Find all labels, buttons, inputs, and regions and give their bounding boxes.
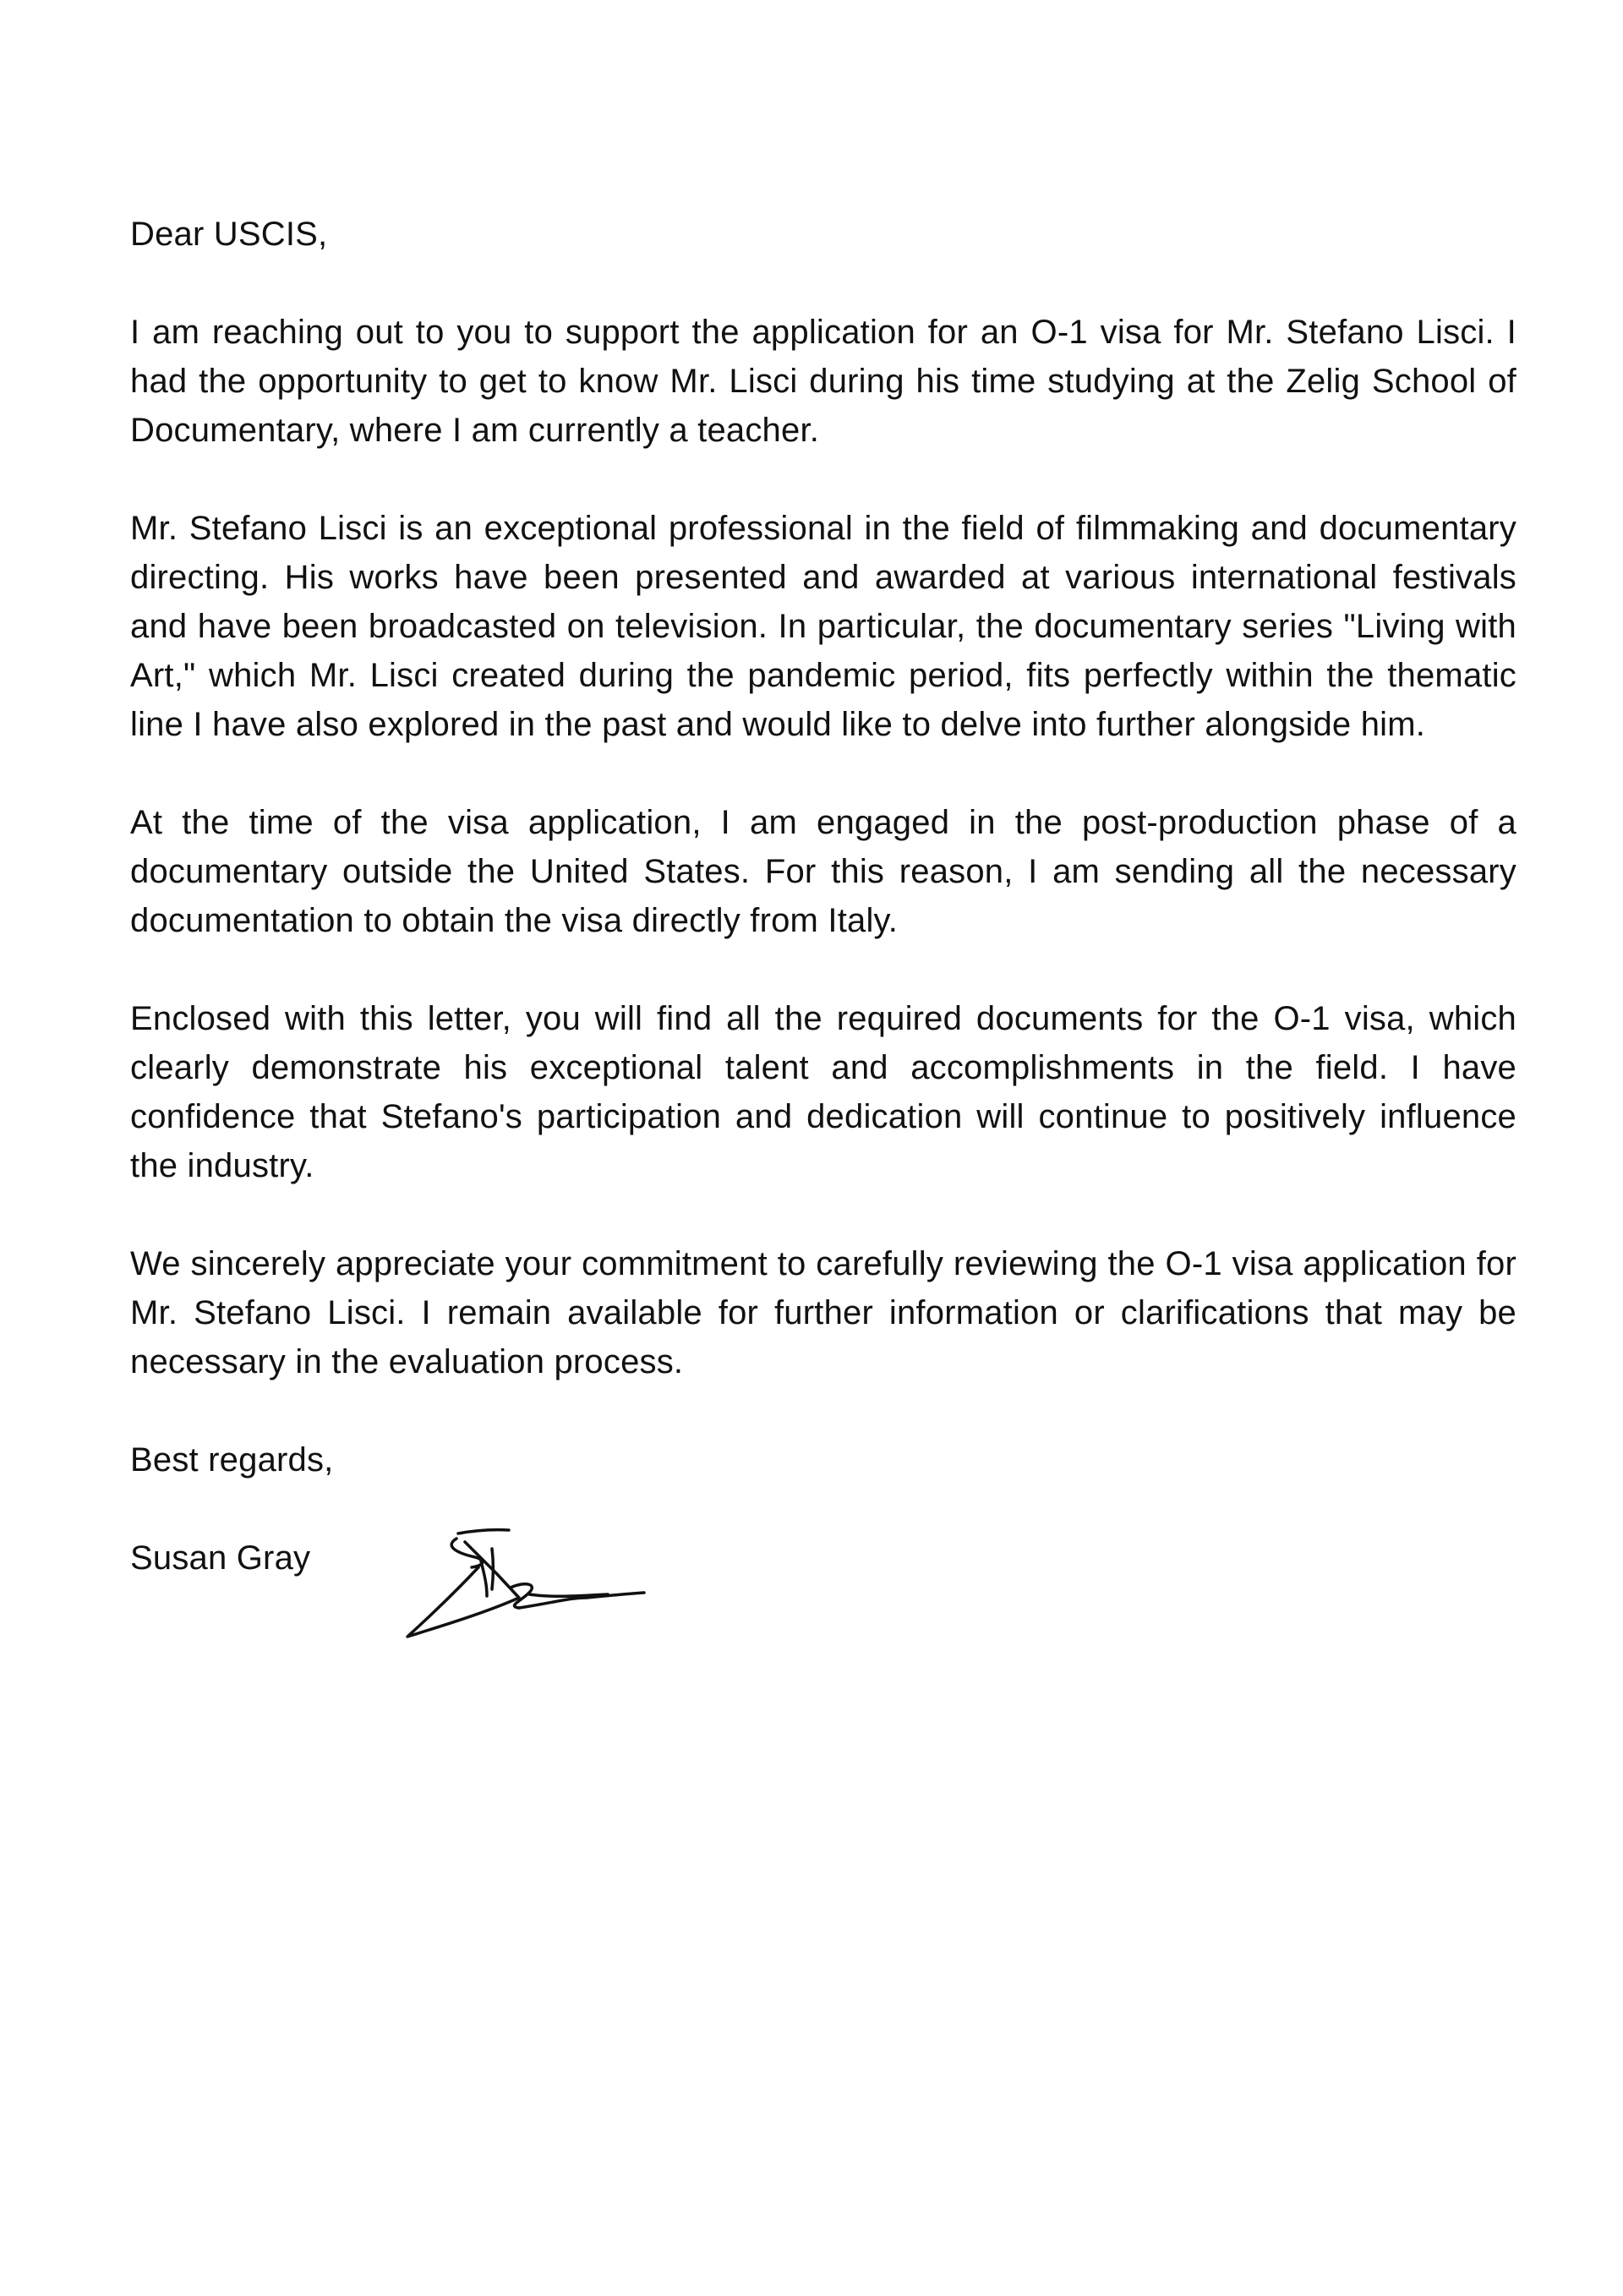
paragraph-enclosures: Enclosed with this letter, you will find all the required documents for the O-1 visa, which clearly demonstrate his exceptional talent and accomplishments in the field. I have confidence that Stefano's participation and dedication will continue to positively influence the industry. xyxy=(130,1000,1516,1184)
handwritten-signature xyxy=(265,1513,654,1657)
paragraph-introduction: I am reaching out to you to support the application for an O-1 visa for Mr. Stefano Lisci. I had the opportunity to get to know Mr. Lisci during his time studying at the Zelig School of Documentary, where I am currently a teacher. xyxy=(130,314,1516,449)
paragraph-conclusion: We sincerely appreciate your commitment to carefully reviewing the O-1 visa application for Mr. Stefano Lisci. I remain available for further information or clarifications that may be necessary in the evaluation process. xyxy=(130,1245,1516,1380)
signer-name: Susan Gray xyxy=(130,1539,311,1577)
letter-body xyxy=(130,210,1516,1652)
closing: Best regards, xyxy=(130,1441,334,1479)
paragraph-circumstances: At the time of the visa application, I am engaged in the post-production phase of a documentary outside the United States. For this reason, I am sending all the necessary documentation to obtain the visa directly from Italy. xyxy=(130,804,1516,939)
salutation: Dear USCIS, xyxy=(130,216,328,253)
paragraph-qualifications: Mr. Stefano Lisci is an exceptional professional in the field of filmmaking and documentary directing. His works have been presented and awarded at various international festivals and have been broadcasted on television. In particular, the documentary series "Living with Art," which Mr. Lisci created during the pandemic period, fits perfectly within the thematic line I have also explored in the past and would like to delve into further alongside him. xyxy=(130,510,1516,743)
signature-block xyxy=(130,1533,1516,1652)
